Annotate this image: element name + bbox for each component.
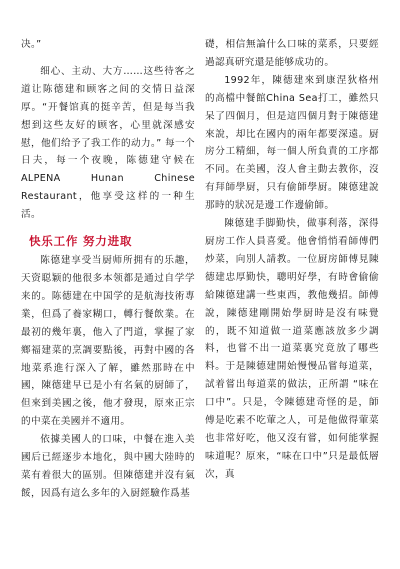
left-column [21, 36, 195, 503]
continued-paragraph: 决。” [21, 39, 42, 50]
paragraph-gap [21, 54, 195, 63]
continued-paragraph: 礎，相信無論什么口味的菜系，只要經過認真研究還是能够成功的。 [205, 39, 379, 68]
section-heading: 快乐工作 努力进取 [29, 234, 133, 249]
right-column [205, 36, 379, 484]
paragraph: 细心、主动、大方……这些待客之道让陈德建和顾客之间的交情日益深厚。“开餐馆真的挺辛苦，但是每当我想到这些友好的顾客，心里就深感安慰，他们给予了我工作的动力。” 每一个日夫，每一个夜晚，陈德建守候在ALPENA Hunan Chinese Restaurant，他享受这样的一种生活。 [21, 65, 195, 221]
paragraph: 1992年，陳德建來到康涅狄格州的高檔中餐館China Sea打工，雖然只呆了四個月，但是這四個月對于陳德建來說，却比在國内的兩年都要深遠。厨房分工精細，每一個人所負責的工序都不同。在美國，沒人會主動去教你，沒有拜師學厨，只有偷師學厨。陳德建說那時的狀况是邊工作邊偷師。 [205, 74, 379, 212]
paragraph: 陈德建享受当厨师所拥有的乐趣，天资聪颖的他很多本领都是通过自学学来的。陈德建在中国学的是航海技術專業，但爲了養家糊口，轉行餐飲業。在最初的幾年裏，他入了門道，掌握了家鄉福建菜的烹調要點後，再對中國的各地菜系進行深入了解，雖然那時在中國，陳德建早已是小有名氣的厨師了，但來到美國之後，他才發現，原來正宗的中菜在美國并不適用。 [21, 255, 195, 428]
paragraph: 陳德建手脚勤快，做事利落，深得厨房工作人員喜愛。他會悄悄看師傅們炒菜，向別人請教。一位厨房師傅見陳德建忠厚勤快，聰明好學，有時會偷偷給陳德建講一些東西，教他幾招。師傅說，陳德建剛開始學厨時是沒有味覺的，既不知道做一道菜應該放多少調料，也嘗不出一道菜裏究竟放了哪些料。于是陳德建開始慢慢品嘗每道菜，試着嘗出每道菜的做法，正所謂 “味在口中”。只是，令陳德建奇怪的是，師傅是吃素不吃葷之人，可是他做得葷菜也非常好吃，他又沒有嘗，如何能掌握味道呢？原來，“味在口中”只是最低層次，真 [205, 218, 379, 480]
paragraph: 依據美國人的口味，中餐在進入美國后已經逐步本地化，與中國大陸時的菜有着很大的區别。但陳德建并沒有氣餒，因爲有這么多年的入厨經驗作爲基 [21, 434, 195, 499]
